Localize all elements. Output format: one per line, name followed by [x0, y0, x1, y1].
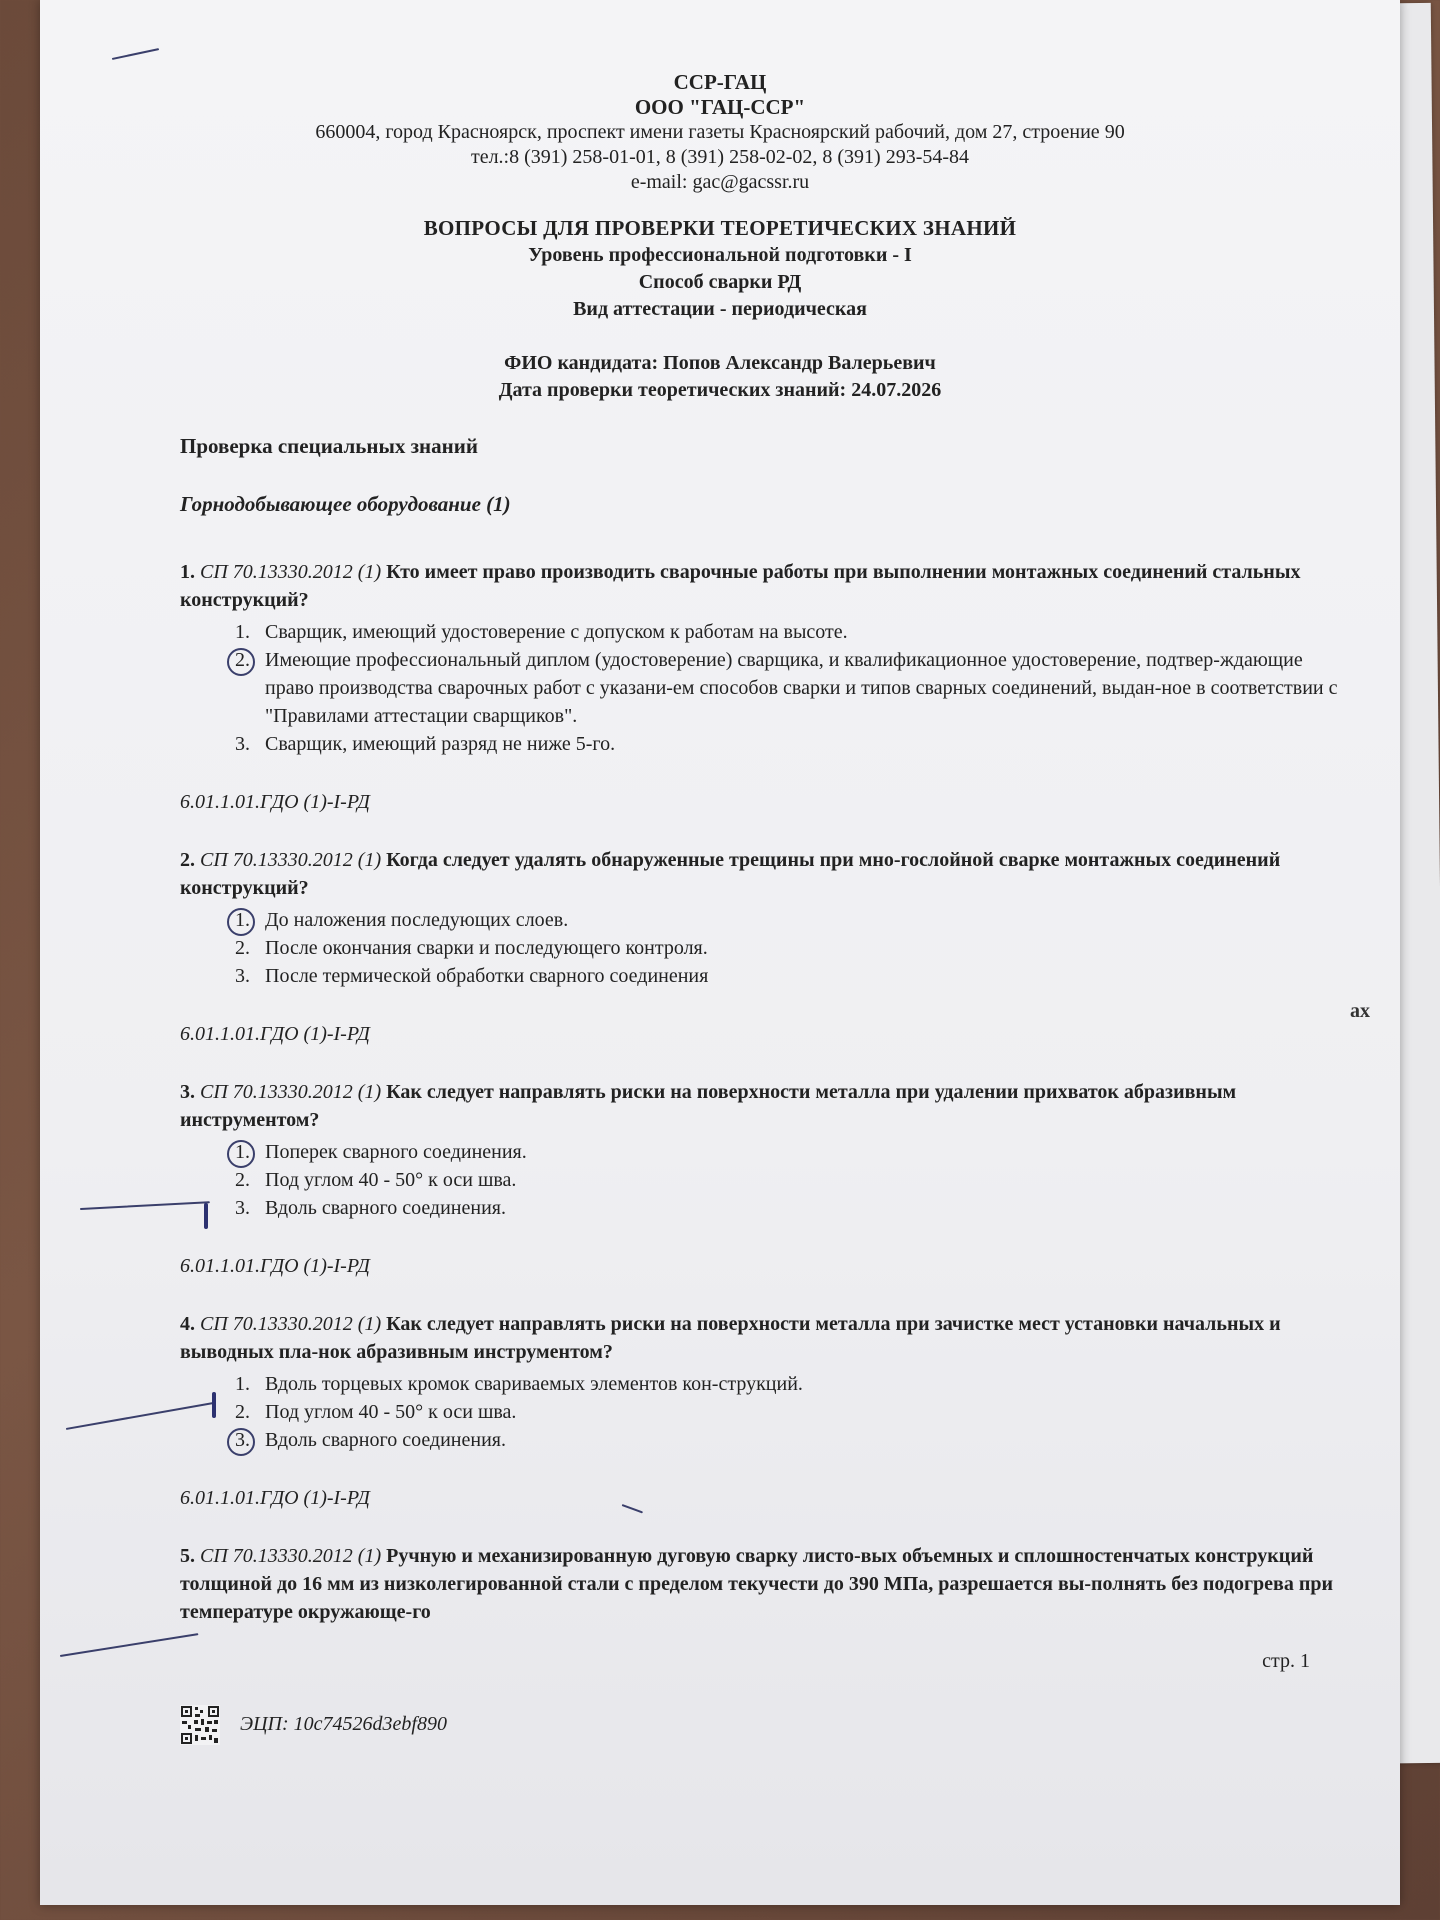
question-1 [180, 558, 1350, 816]
document-page [40, 0, 1400, 1905]
stray-text: ах [1350, 1000, 1370, 1022]
question-heading: 1. СП 70.13330.2012 (1) Кто имеет право производить сварочные работы при выполнении монтажных соединений стальных конструкций? [180, 561, 1301, 611]
question-text: Как следует направлять риски на поверхности металла при удалении прихваток абразивным инструментом? [180, 1081, 1237, 1131]
title-block [40, 215, 1400, 323]
qr-code-icon [180, 1705, 220, 1745]
option: 1. Вдоль торцевых кромок свариваемых элементов кон-струкций. [235, 1373, 803, 1395]
check-date: Дата проверки теоретических знаний: 24.07.2026 [498, 379, 942, 401]
question-text: Когда следует удалять обнаруженные трещины при мно-гослойной сварке монтажных соединений конструкций? [180, 849, 1281, 899]
options-list [235, 618, 1350, 758]
circled-mark-icon: 3. [235, 1426, 261, 1454]
doc-level: Уровень профессиональной подготовки - I [528, 244, 912, 266]
org-address: 660004, город Красноярск, проспект имени газеты Красноярский рабочий, дом 27, строение 90 [315, 121, 1125, 143]
questions-content [180, 432, 1350, 1630]
candidate-name: ФИО кандидата: Попов Александр Валерьевич [504, 352, 936, 374]
option: 3. Сварщик, имеющий разряд не ниже 5-го. [235, 733, 616, 755]
digital-signature: ЭЦП: 10c74526d3ebf890 [240, 1713, 447, 1735]
pen-stroke [60, 1633, 199, 1657]
option: 2. Под углом 40 - 50° к оси шва. [235, 1169, 517, 1191]
option: 2. Под углом 40 - 50° к оси шва. [235, 1401, 517, 1423]
option-selected: 3. Вдоль сварного соединения. [235, 1426, 1350, 1454]
question-heading: 3. СП 70.13330.2012 (1) Как следует направлять риски на поверхности металла при удалении прихваток абразивным инструментом? [180, 1081, 1237, 1131]
option-selected: 1. Поперек сварного соединения. [235, 1138, 1350, 1166]
circled-mark-icon: 1. [235, 906, 261, 934]
doc-type: Вид аттестации - периодическая [573, 298, 867, 320]
option: 3. Вдоль сварного соединения. [235, 1197, 506, 1219]
question-code: 6.01.1.01.ГДО (1)-I-РД [180, 1023, 370, 1045]
options-list [235, 906, 1350, 990]
question-ref: СП 70.13330.2012 (1) [200, 1081, 382, 1103]
question-code: 6.01.1.01.ГДО (1)-I-РД [180, 1487, 370, 1509]
question-3 [180, 1078, 1350, 1280]
sub-title: Горнодобывающее оборудование (1) [180, 492, 511, 516]
option: 2. После окончания сварки и последующего контроля. [235, 937, 708, 959]
circled-mark-icon: 2. [235, 646, 261, 674]
question-2 [180, 846, 1350, 1048]
question-text: Ручную и механизированную дуговую сварку листо-вых объемных и сплошностенчатых конструкций толщиной до 16 мм из низколегированной стали с пределом текучести до 390 МПа, разрешается вы-полнять без подогрева при температуре окружающе-го [180, 1545, 1334, 1623]
tick-mark-icon [212, 1392, 216, 1418]
option: 3. После термической обработки сварного соединения [235, 965, 709, 987]
tick-mark-icon [204, 1203, 208, 1229]
candidate-block [40, 350, 1400, 404]
org-header [40, 70, 1400, 195]
pen-stroke [112, 48, 159, 60]
org-email: e-mail: gac@gacssr.ru [630, 171, 810, 193]
question-heading: 2. СП 70.13330.2012 (1) Когда следует удалять обнаруженные трещины при мно-гослойной сварке монтажных соединений конструкций? [180, 849, 1281, 899]
question-4 [180, 1310, 1350, 1512]
question-text: Кто имеет право производить сварочные работы при выполнении монтажных соединений стальных конструкций? [180, 561, 1301, 611]
org-phones: тел.:8 (391) 258-01-01, 8 (391) 258-02-02, 8 (391) 293-54-84 [470, 146, 970, 168]
question-code: 6.01.1.01.ГДО (1)-I-РД [180, 791, 370, 813]
section-title: Проверка специальных знаний [180, 434, 478, 458]
option: 1. Сварщик, имеющий удостоверение с допуском к работам на высоте. [235, 621, 848, 643]
question-ref: СП 70.13330.2012 (1) [200, 849, 382, 871]
doc-method: Способ сварки РД [638, 271, 802, 293]
options-list [235, 1138, 1350, 1222]
question-heading: 5. СП 70.13330.2012 (1) Ручную и механизированную дуговую сварку листо-вых объемных и сплошностенчатых конструкций толщиной до 16 мм из низколегированной стали с пределом текучести до 390 МПа, разрешается вы-полнять без подогрева при температуре окружающе-го [180, 1545, 1334, 1623]
question-ref: СП 70.13330.2012 (1) [200, 561, 382, 583]
doc-title: ВОПРОСЫ ДЛЯ ПРОВЕРКИ ТЕОРЕТИЧЕСКИХ ЗНАНИЙ [423, 216, 1017, 240]
options-list [235, 1370, 1350, 1454]
org-full: ООО "ГАЦ-ССР" [634, 95, 806, 119]
question-5 [180, 1542, 1350, 1626]
question-ref: СП 70.13330.2012 (1) [200, 1313, 382, 1335]
question-ref: СП 70.13330.2012 (1) [200, 1545, 382, 1567]
option-selected: 1. До наложения последующих слоев. [235, 906, 1350, 934]
question-heading: 4. СП 70.13330.2012 (1) Как следует направлять риски на поверхности металла при зачистке мест установки начальных и выводных пла-нок абразивным инструментом? [180, 1313, 1281, 1363]
org-short: ССР-ГАЦ [673, 70, 767, 94]
circled-mark-icon: 1. [235, 1138, 261, 1166]
option-selected: 2. Имеющие профессиональный диплом (удостоверение) сварщика, и квалификационное удостоверение, подтвер-ждающие право производства сварочных работ с указани-ем способов сварки и типов сварных соединений, выдан-ное в соответствии с "Правилами аттестации сварщиков". [235, 646, 1350, 730]
question-text: Как следует направлять риски на поверхности металла при зачистке мест установки начальных и выводных пла-нок абразивным инструментом? [180, 1313, 1281, 1363]
question-code: 6.01.1.01.ГДО (1)-I-РД [180, 1255, 370, 1277]
page-number: стр. 1 [1262, 1650, 1310, 1672]
